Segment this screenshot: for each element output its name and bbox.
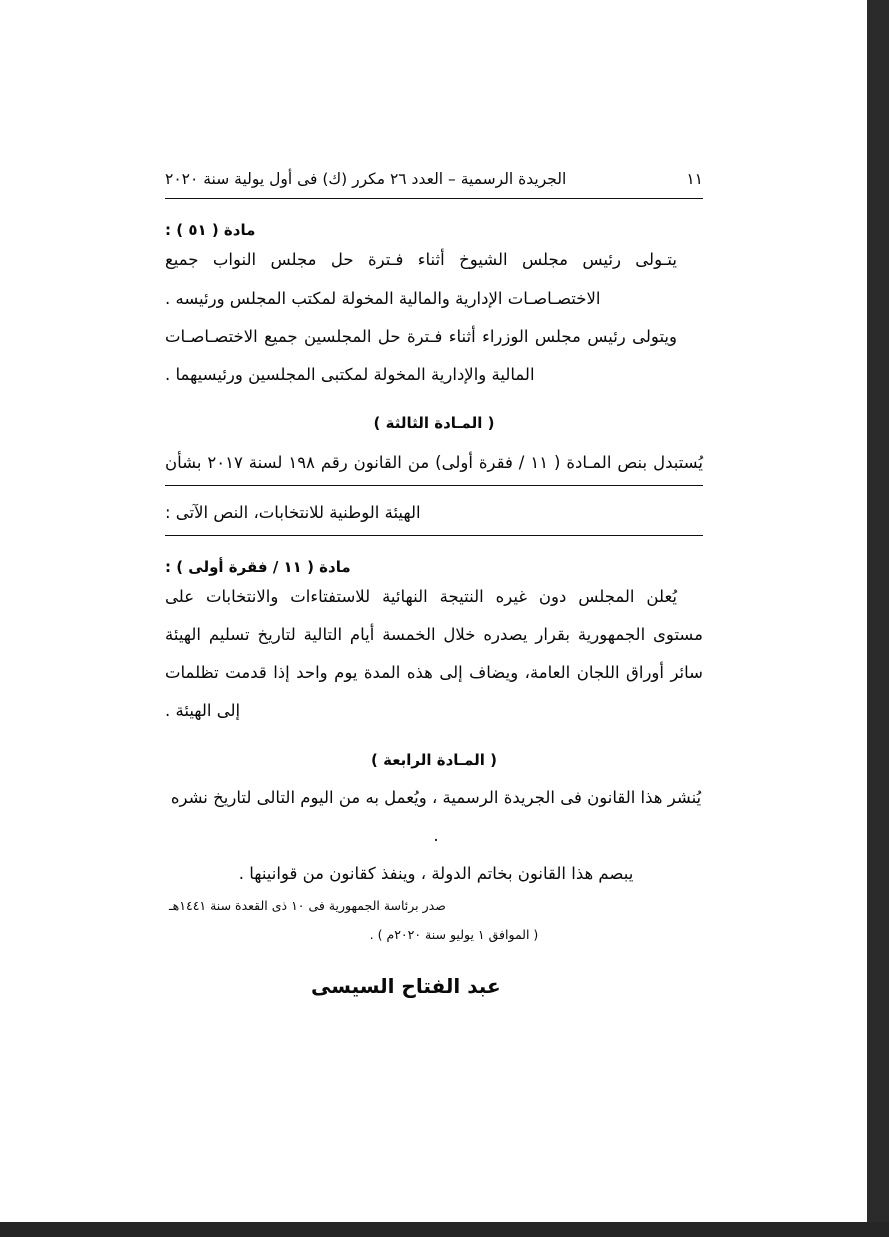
page-edge-right: [867, 0, 889, 1237]
replacement-clause-line-2: الهيئة الوطنية للانتخابات، النص الآتى :: [165, 496, 703, 536]
signature-name: عبد الفتاح السيسى: [311, 973, 501, 998]
page-number: ١١: [686, 170, 703, 188]
article-11-label: مادة ( ١١ / فقرة أولى ) :: [165, 557, 351, 576]
article-51-paragraph-2: ويتولى رئيس مجلس الوزراء أثناء فـترة حل المجلسين جميع الاختصـاصـات المالية والإدارية المخولة لمكتبى المجلسين ورئيسيهما .: [165, 326, 677, 385]
article-three-heading: ( المـادة الثالثة ): [373, 414, 495, 433]
article-four-paragraph-1: يُنشر هذا القانون فى الجريدة الرسمية ، ويُعمل به من اليوم التالى لتاريخ نشره .: [170, 787, 702, 845]
article-four-paragraph-2: يبصم هذا القانون بخاتم الدولة ، وينفذ كقانون من قوانينها .: [238, 863, 634, 883]
issuance-hijri-date: صدر برئاسة الجمهورية فى ١٠ ذى القعدة سنة ١٤٤١هـ: [169, 898, 446, 914]
header-divider: [165, 198, 703, 199]
page-content: [165, 168, 703, 998]
article-four-heading: ( المـادة الرابعة ): [371, 750, 497, 769]
replacement-clause: [165, 446, 703, 535]
article-11-paragraph-1: يُعلن المجلس دون غيره النتيجة النهائية للاستفتاءات والانتخابات على مستوى الجمهورية بقرار يصدره خلال الخمسة أيام التالية لتاريخ تسليم الهيئة سائر أوراق اللجان العامة، ويضاف إلى هذه المدة يوم واحد إذا قدمت تظلمات إلى الهيئة .: [165, 586, 703, 721]
running-head: [165, 168, 703, 191]
gazette-title: الجريدة الرسمية – العدد ٢٦ مكرر (ك) فى أول يولية سنة ٢٠٢٠: [165, 170, 567, 188]
article-51-label: مادة ( ٥١ ) :: [165, 221, 256, 240]
page-edge-bottom: [0, 1222, 889, 1237]
issuance-gregorian-date: ( الموافق ١ يوليو سنة ٢٠٢٠م ) .: [369, 927, 539, 943]
replacement-clause-line-1: يُستبدل بنص المـادة ( ١١ / فقرة أولى) من القانون رقم ١٩٨ لسنة ٢٠١٧ بشأن: [165, 446, 703, 486]
article-51-paragraph-1: يتـولى رئيس مجلس الشيوخ أثناء فـترة حل مجلس النواب جميع الاختصـاصـات الإدارية والمالية المخولة لمكتب المجلس ورئيسه .: [165, 250, 677, 308]
